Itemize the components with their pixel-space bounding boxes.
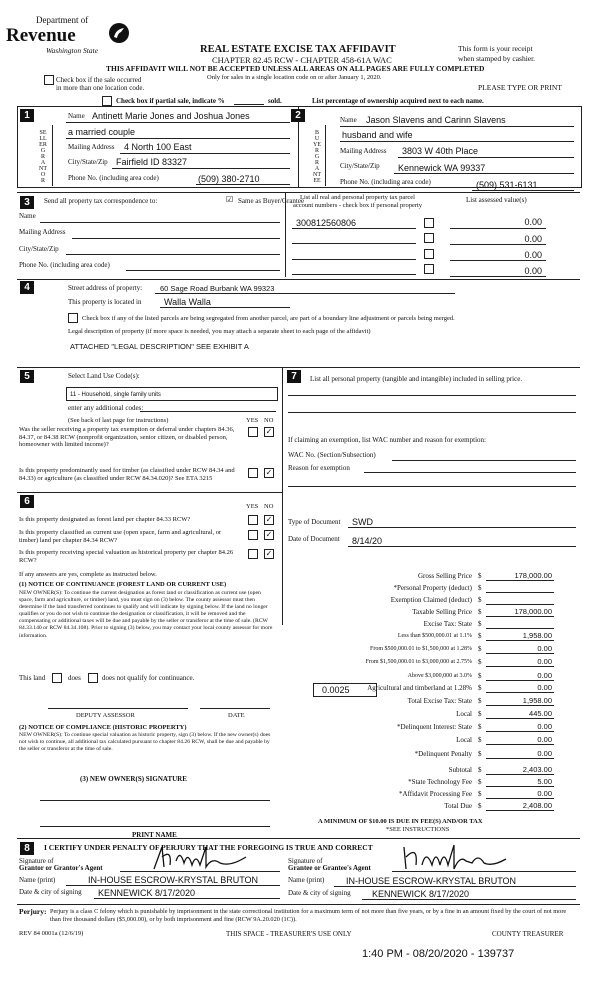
deputy-date-line[interactable]: [200, 708, 270, 709]
s6-no: NO: [264, 503, 274, 510]
multi-location-label-1: Check box if the sale occurred: [56, 76, 142, 84]
agency-logo: [6, 16, 131, 66]
s6-q2-no[interactable]: ✓: [265, 530, 273, 539]
s5-no: NO: [264, 417, 274, 424]
s5-q1-yes[interactable]: [248, 427, 258, 437]
buyer-city-label: City/State/Zip: [340, 162, 380, 170]
s6-q1-no[interactable]: ✓: [265, 515, 273, 524]
partial-sale-checkbox[interactable]: [102, 96, 112, 106]
tax-row-currency: $: [478, 790, 482, 798]
seller-phone[interactable]: (509) 380-2710: [198, 174, 260, 184]
tax-row-value[interactable]: 0.00: [537, 671, 552, 680]
tax-row-label: Agricultural and timberland at 1.28%: [367, 684, 472, 692]
notice-1-title: (1) NOTICE OF CONTINUANCE (FOREST LAND OR CURRENT USE): [19, 581, 227, 588]
local-rate-value: 0.0025: [322, 685, 350, 695]
tax-row-label: Local: [456, 736, 472, 744]
land-use-value: 11 - Household, single family units: [70, 392, 161, 398]
new-owner-print-line[interactable]: [40, 826, 270, 827]
seller-address[interactable]: 4 North 100 East: [124, 142, 192, 152]
section-2-badge: 2: [291, 109, 305, 122]
doc-type-label: Type of Document: [288, 518, 341, 526]
reason-field-2[interactable]: [288, 486, 576, 487]
grantor-name[interactable]: IN-HOUSE ESCROW-KRYSTAL BRUTON: [88, 875, 259, 885]
s3-phone-field[interactable]: [126, 270, 280, 271]
grantee-sig-label-b: Grantee or Grantee's Agent: [288, 864, 371, 872]
treasurer-stamp: 1:40 PM - 08/20/2020 - 139737: [362, 948, 515, 960]
tax-row-value[interactable]: 0.00: [537, 657, 552, 666]
tax-row-currency: $: [478, 802, 482, 810]
s3-city-label: City/State/Zip: [19, 245, 59, 253]
tax-row-value[interactable]: 0.00: [537, 644, 552, 653]
notice-1-body: NEW OWNER(S): To continue the current designation as forest land or classification as current use (open space, farm and agriculture, or timber) land, you must sign on (3) below. The county assessor must then determine if the land transferred continues to qualify and will indicate by signing below. If the land no longer qualifies or you do not wish to continue the designation or classification, it will be removed and the compensating or additional taxes will be due and payable by the seller or transferor at the time of sale. (RCW 84.33.140 or RCW 84.34.108). Prior to signing (3) below, you may contact your local county assessor for more information.: [19, 590, 273, 639]
grantee-signature-icon: [400, 843, 510, 873]
buyer-city[interactable]: Kennewick WA 99337: [398, 163, 486, 173]
tax-row-currency: $: [478, 608, 482, 616]
grantee-sig-label-a: Signature of: [288, 857, 323, 865]
assessed-header: List assessed value(s): [466, 196, 527, 204]
tax-row-currency: $: [478, 658, 482, 666]
buyer-phone[interactable]: (509) 531-6131: [476, 180, 538, 190]
personal-property-checkbox[interactable]: [424, 233, 434, 243]
section-1-badge: 1: [20, 109, 34, 122]
street-label: Street address of property:: [68, 284, 143, 292]
tax-row-currency: $: [478, 584, 482, 592]
grantor-date-label: Date & city of signing: [19, 888, 82, 896]
s6-q3-yes[interactable]: [248, 549, 258, 559]
county-treasurer: COUNTY TREASURER: [492, 930, 564, 938]
s3-name-field[interactable]: [40, 222, 280, 223]
tax-row-label: Above $3,000,000 at 3.0%: [407, 673, 472, 679]
legal-label: Legal description of property (if more space is needed, you may attach a separate sheet to each page of the affidavit): [68, 328, 371, 335]
does-label: does: [68, 674, 81, 682]
tax-row-currency: $: [478, 723, 482, 731]
new-owner-signature-line[interactable]: [40, 800, 270, 801]
street-address[interactable]: 60 Sage Road Burbank WA 99323: [160, 284, 275, 293]
section-3-badge: 3: [20, 196, 34, 209]
personal-property-label: List all personal property (tangible and intangible) included in selling price.: [310, 375, 523, 383]
tax-row-label: *Personal Property (deduct): [393, 584, 472, 592]
multi-location-checkbox[interactable]: [44, 75, 54, 85]
buyer-name-2[interactable]: husband and wife: [342, 130, 413, 140]
tax-row-label: Less than $500,000.01 at 1.1%: [397, 633, 472, 639]
grantor-date-city[interactable]: KENNEWICK 8/17/2020: [98, 888, 196, 898]
s6-q2-yes[interactable]: [248, 530, 258, 540]
tax-row-label: Total Due: [444, 802, 472, 810]
tax-row-label: Subtotal: [448, 766, 472, 774]
exemption-claim-label: If claiming an exemption, list WAC number and reason for exemption:: [288, 436, 486, 444]
tax-row-currency: $: [478, 736, 482, 744]
agency-big: Revenue: [6, 25, 76, 46]
grantor-signature-icon: [150, 843, 250, 873]
sold-label: sold.: [268, 97, 282, 105]
s6-q3: Is this property receiving special valuation as historical property per chapter 84.26 RCW?: [19, 549, 234, 564]
personal-property-field-1[interactable]: [288, 395, 576, 396]
tax-row-currency: $: [478, 596, 482, 604]
assessed-value[interactable]: 0.00: [524, 266, 542, 276]
seller-name[interactable]: Antinett Marie Jones and Joshua Jones: [92, 111, 250, 121]
perjury-text: Perjury is a class C felony which is punishable by imprisonment in the state correctional institution for a maximum term of not more than five years, or by a fine in an amount fixed by the court of not more than five thousand dollars ($5,000.00), or by both imprisonment and fine (RCW 9A.20.020 (1C)).: [50, 908, 567, 923]
s6-yes: YES: [246, 503, 259, 510]
tax-row-value[interactable]: 0.00: [537, 722, 552, 731]
same-as-checkbox[interactable]: ☑: [226, 195, 234, 204]
tax-row-value[interactable]: 0.00: [537, 789, 552, 798]
tax-row-value[interactable]: 2,408.00: [522, 801, 552, 810]
personal-property-field-2[interactable]: [288, 412, 576, 413]
parcel-header-2: account numbers - check box if personal property: [293, 202, 423, 209]
wac-field[interactable]: [392, 460, 576, 461]
tax-row-currency: $: [478, 572, 482, 580]
grantee-date-city[interactable]: KENNEWICK 8/17/2020: [372, 889, 470, 899]
tax-row-currency: $: [478, 684, 482, 692]
segregation-checkbox[interactable]: [68, 313, 78, 323]
seller-city-label: City/State/Zip: [68, 158, 108, 166]
seller-name-2[interactable]: a married couple: [68, 127, 136, 137]
s3-phone-label: Phone No. (including area code): [19, 261, 110, 269]
located-label: This property is located in: [68, 298, 142, 306]
tax-row-currency: $: [478, 710, 482, 718]
tax-row-value[interactable]: 178,000.00: [514, 571, 552, 580]
buyer-side-label: BUYER GRANTEE: [313, 130, 321, 184]
this-land-label: This land: [19, 674, 46, 682]
does-not-checkbox[interactable]: [88, 673, 98, 683]
section-8-badge: 8: [20, 842, 34, 855]
treasurer-space: THIS SPACE - TREASURER'S USE ONLY: [226, 930, 352, 938]
notice-2-title: (2) NOTICE OF COMPLIANCE (HISTORIC PROPERTY): [19, 724, 187, 731]
revenue-logo-icon: [108, 22, 130, 44]
s6-q3-no[interactable]: ✓: [265, 549, 273, 558]
doc-date-value[interactable]: 8/14/20: [352, 536, 383, 546]
deputy-date-label: DATE: [228, 712, 245, 719]
additional-codes-label: enter any additional codes:: [68, 404, 144, 412]
buyer-name[interactable]: Jason Slavens and Carinn Slavens: [366, 115, 506, 125]
located-county[interactable]: Walla Walla: [164, 297, 211, 307]
s5-q2-yes[interactable]: [248, 468, 258, 478]
section-7-badge: 7: [287, 370, 301, 383]
grantor-name-label: Name (print): [19, 876, 56, 884]
buyer-name-label: Name: [340, 116, 357, 124]
s3-name-label: Name: [19, 212, 36, 220]
tax-row-value[interactable]: 1,958.00: [522, 696, 552, 705]
personal-property-checkbox[interactable]: [424, 264, 434, 274]
land-use-label: Select Land Use Code(s):: [68, 372, 140, 380]
certify-statement: I CERTIFY UNDER PENALTY OF PERJURY THAT THE FOREGOING IS TRUE AND CORRECT: [44, 843, 373, 852]
form-warning: THIS AFFIDAVIT WILL NOT BE ACCEPTED UNLESS ALL AREAS ON ALL PAGES ARE FULLY COMPLETED: [106, 64, 485, 73]
tax-row-label: Excise Tax: State: [423, 620, 472, 628]
tax-row-label: Local: [456, 710, 472, 718]
tax-row-currency: $: [478, 778, 482, 786]
tax-row-label: Taxable Selling Price: [412, 608, 472, 616]
grantor-sig-label-a: Signature of: [19, 857, 54, 865]
s5-yes: YES: [246, 417, 259, 424]
s3-city-field[interactable]: [66, 254, 280, 255]
see-back-label: (See back of last page for instructions): [68, 417, 169, 424]
deputy-label: DEPUTY ASSESSOR: [76, 712, 135, 719]
assessed-value[interactable]: 0.00: [524, 234, 542, 244]
seller-side-label: SELLER GRANTOR: [39, 130, 47, 184]
tax-row-currency: $: [478, 645, 482, 653]
assessed-value[interactable]: 0.00: [524, 217, 542, 227]
segregation-label: Check box if any of the listed parcels are being segregated from another parcel, are part of a boundary line adjustment or parcels being merged.: [82, 315, 455, 322]
section-5-badge: 5: [20, 370, 34, 383]
form-title: REAL ESTATE EXCISE TAX AFFIDAVIT: [200, 44, 396, 55]
buyer-address[interactable]: 3803 W 40th Place: [402, 146, 479, 156]
tax-row-label: *Affidavit Processing Fee: [399, 790, 472, 798]
minimum-due-note: A MINIMUM OF $10.00 IS DUE IN FEE(S) AND/OR TAX: [318, 818, 483, 825]
s6-q1-yes[interactable]: [248, 515, 258, 525]
receipt-note-2: when stamped by cashier.: [458, 54, 536, 63]
doc-type-value[interactable]: SWD: [352, 517, 373, 527]
tax-row-value[interactable]: 0.00: [537, 735, 552, 744]
section-6-badge: 6: [20, 495, 34, 508]
parcel-number[interactable]: 300812560806: [296, 218, 357, 228]
print-name-label: PRINT NAME: [132, 831, 177, 839]
tax-row-currency: $: [478, 632, 482, 640]
tax-row-value[interactable]: 445.00: [529, 709, 552, 718]
type-or-print: PLEASE TYPE OR PRINT: [478, 83, 562, 92]
form-only-for: Only for sales in a single location code on or after January 1, 2020.: [207, 74, 382, 81]
tax-row-currency: $: [478, 697, 482, 705]
partial-sale-percent[interactable]: [234, 104, 264, 105]
s5-q2: Is this property predominantly used for timber (as classified under RCW 84.34 and 84.33) or agriculture (as classified under RCW 84.34.020)? See ETA 3215: [19, 467, 235, 482]
multi-location-label-2: in more than one location code.: [56, 84, 145, 92]
s5-q1-no[interactable]: ✓: [265, 427, 273, 436]
tax-row-label: *Delinquent Penalty: [414, 750, 472, 758]
tax-row-label: From $500,000.01 to $1,500,000 at 1.28%: [370, 646, 472, 652]
seller-phone-label: Phone No. (including area code): [68, 174, 159, 182]
see-instructions-note: *SEE INSTRUCTIONS: [386, 826, 450, 833]
reason-field-1[interactable]: [364, 472, 576, 473]
grantee-name[interactable]: IN-HOUSE ESCROW-KRYSTAL BRUTON: [346, 876, 517, 886]
agency-state: Washington State: [46, 46, 99, 55]
s5-q2-no[interactable]: ✓: [265, 468, 273, 477]
grantor-sig-label-b: Grantor or Grantor's Agent: [19, 864, 103, 872]
s6-q1: Is this property designated as forest land per chapter 84.33 RCW?: [19, 516, 191, 523]
s6-if-yes: If any answers are yes, complete as instructed below.: [19, 571, 157, 578]
same-as-label: Same as Buyer/Grantee: [238, 197, 305, 205]
tax-row-value[interactable]: 0.00: [537, 749, 552, 758]
legal-description[interactable]: ATTACHED "LEGAL DESCRIPTION" SEE EXHIBIT A: [70, 342, 249, 351]
does-not-label: does not qualify for continuance.: [102, 674, 195, 682]
tax-row-label: *State Technology Fee: [408, 778, 472, 786]
seller-address-label: Mailing Address: [68, 143, 115, 151]
does-checkbox[interactable]: [52, 673, 62, 683]
doc-date-label: Date of Document: [288, 535, 340, 543]
tax-row-currency: $: [478, 672, 482, 680]
additional-codes-field[interactable]: [140, 411, 276, 412]
assessed-value[interactable]: 0.00: [524, 250, 542, 260]
perjury-label: Perjury:: [19, 907, 47, 916]
personal-property-checkbox[interactable]: [424, 249, 434, 259]
reason-label: Reason for exemption: [288, 464, 350, 472]
buyer-address-label: Mailing Address: [340, 147, 387, 155]
s3-address-field[interactable]: [72, 238, 280, 239]
tax-row-value[interactable]: 2,403.00: [522, 765, 552, 774]
tax-row-label: From $1,500,000.01 to $3,000,000 at 2.75%: [365, 659, 472, 665]
grantee-date-label: Date & city of signing: [288, 889, 351, 897]
partial-sale-label: Check box if partial sale, indicate %: [116, 97, 225, 105]
s3-address-label: Mailing Address: [19, 228, 66, 236]
agency-small: Department of: [36, 15, 89, 25]
s5-q1: Was the seller receiving a property tax exemption or deferral under chapters 84.36, 84.37, or 84.38 RCW (nonprofit organization, senior citizen, or disabled person, homeowner with limited income)?: [19, 426, 235, 449]
seller-city[interactable]: Fairfield ID 83327: [116, 157, 188, 167]
tax-row-currency: $: [478, 620, 482, 628]
tax-row-currency: $: [478, 750, 482, 758]
wac-label: WAC No. (Section/Subsection): [288, 451, 376, 459]
seller-name-label: Name: [68, 112, 85, 120]
tax-row-value[interactable]: 1,958.00: [522, 631, 552, 640]
personal-property-checkbox[interactable]: [424, 218, 434, 228]
grantee-name-label: Name (print): [288, 876, 325, 884]
notice-2-body: NEW OWNER(S): To continue special valuation as historic property, sign (3) below. If the new owner(s) does not wish to continue, all additional tax calculated pursuant to chapter 84.26 RCW, shall be due and payable by the seller or transferor at the time of sale.: [19, 732, 271, 753]
tax-row-value[interactable]: 178,000.00: [514, 607, 552, 616]
tax-row-value[interactable]: 0.00: [537, 683, 552, 692]
send-correspondence-label: Send all property tax correspondence to:: [44, 197, 158, 205]
tax-row-label: Total Excise Tax: State: [407, 697, 472, 705]
tax-row-value[interactable]: 5.00: [537, 777, 552, 786]
deputy-signature-line[interactable]: [48, 708, 188, 709]
tax-row-label: Gross Selling Price: [417, 572, 472, 580]
tax-row-label: Exemption Claimed (deduct): [390, 596, 472, 604]
form-number: REV 84 0001a (12/6/19): [19, 930, 84, 937]
form-subtitle: CHAPTER 82.45 RCW - CHAPTER 458-61A WAC: [212, 55, 392, 65]
tax-row-label: *Delinquent Interest: State: [396, 723, 472, 731]
receipt-note-1: This form is your receipt: [458, 44, 533, 53]
section-4-badge: 4: [20, 281, 34, 294]
s6-q2: Is this property classified as current use (open space, farm and agricultural, or timber) land per chapter 84.34 RCW?: [19, 529, 222, 544]
new-owner-signature-label: (3) NEW OWNER(S) SIGNATURE: [80, 775, 187, 783]
ownership-label: List percentage of ownership acquired next to each name.: [312, 97, 484, 105]
tax-row-currency: $: [478, 766, 482, 774]
buyer-phone-label: Phone No. (including area code): [340, 178, 431, 186]
parcel-header-1: List all real and personal property tax parcel: [300, 194, 415, 201]
